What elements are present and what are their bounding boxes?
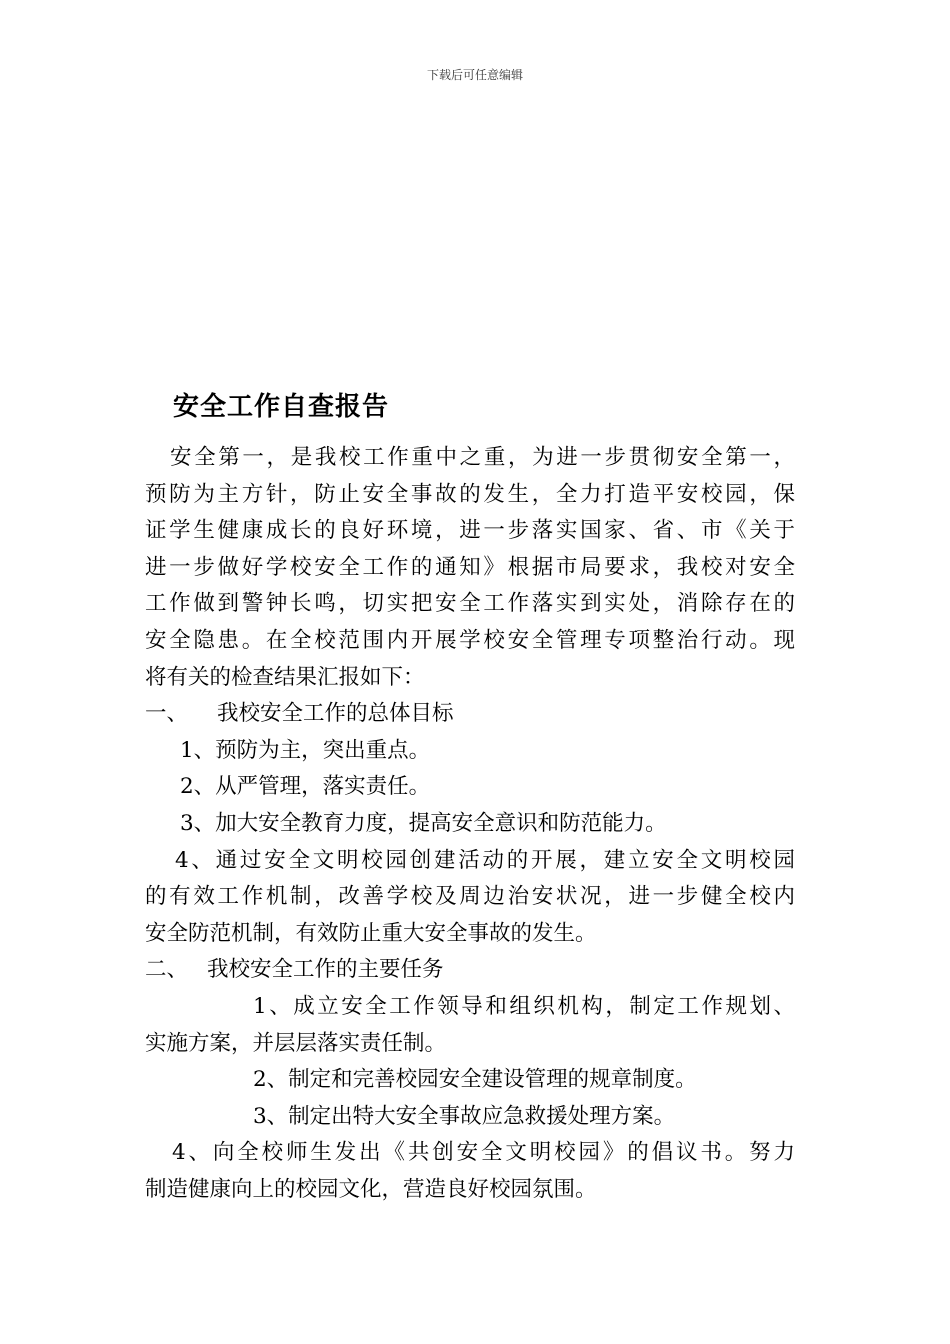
section-2-item-4-line: 制造健康向上的校园文化，营造良好校园氛围。 bbox=[145, 1176, 597, 1202]
intro-line: 证学生健康成长的良好环境，进一步落实国家、省、市《关于 bbox=[145, 518, 795, 544]
section-2-item-1-line: 1、成立安全工作领导和组织机构，制定工作规划、 bbox=[253, 993, 795, 1019]
intro-line: 安全隐患。在全校范围内开展学校安全管理专项整治行动。现 bbox=[145, 627, 795, 653]
section-1-heading bbox=[145, 696, 795, 733]
section-2-item: 3、制定出特大安全事故应急救援处理方案。 bbox=[253, 1103, 676, 1129]
intro-line: 将有关的检查结果汇报如下： bbox=[145, 664, 425, 690]
section-2-title: 我校安全工作的主要任务 bbox=[207, 957, 444, 983]
document-body bbox=[145, 440, 795, 1208]
section-2-heading bbox=[145, 952, 795, 989]
document-title: 安全工作自查报告 bbox=[173, 392, 390, 422]
section-2-item-1-line: 实施方案，并层层落实责任制。 bbox=[145, 1030, 447, 1056]
section-1-item: 1、预防为主，突出重点。 bbox=[180, 737, 431, 763]
page-header-note: 下载后可任意编辑 bbox=[426, 68, 523, 82]
intro-line: 进一步做好学校安全工作的通知》根据市局要求，我校对安全 bbox=[145, 554, 795, 580]
section-1-item: 3、加大安全教育力度，提高安全意识和防范能力。 bbox=[180, 810, 667, 836]
section-1-item: 2、从严管理，落实责任。 bbox=[180, 774, 431, 800]
intro-line: 工作做到警钟长鸣，切实把安全工作落实到实处，消除存在的 bbox=[145, 591, 795, 617]
section-2-item-4-line: 4、向全校师生发出《共创安全文明校园》的倡议书。努力 bbox=[172, 1140, 795, 1166]
section-1-title: 我校安全工作的总体目标 bbox=[217, 701, 454, 727]
intro-line: 预防为主方针，防止安全事故的发生，全力打造平安校园，保 bbox=[145, 481, 795, 507]
intro-line: 安全第一，是我校工作重中之重，为进一步贯彻安全第一， bbox=[170, 445, 795, 470]
section-1-number: 一、 bbox=[145, 701, 189, 727]
section-1-item-4-line: 的有效工作机制，改善学校及周边治安状况，进一步健全校内 bbox=[145, 884, 795, 910]
section-1-item-4-line: 安全防范机制，有效防止重大安全事故的发生。 bbox=[145, 920, 597, 946]
section-1-item-4-line: 4、通过安全文明校园创建活动的开展，建立安全文明校园 bbox=[175, 847, 795, 873]
section-2-number: 二、 bbox=[145, 957, 189, 983]
section-2-item: 2、制定和完善校园安全建设管理的规章制度。 bbox=[253, 1067, 697, 1093]
